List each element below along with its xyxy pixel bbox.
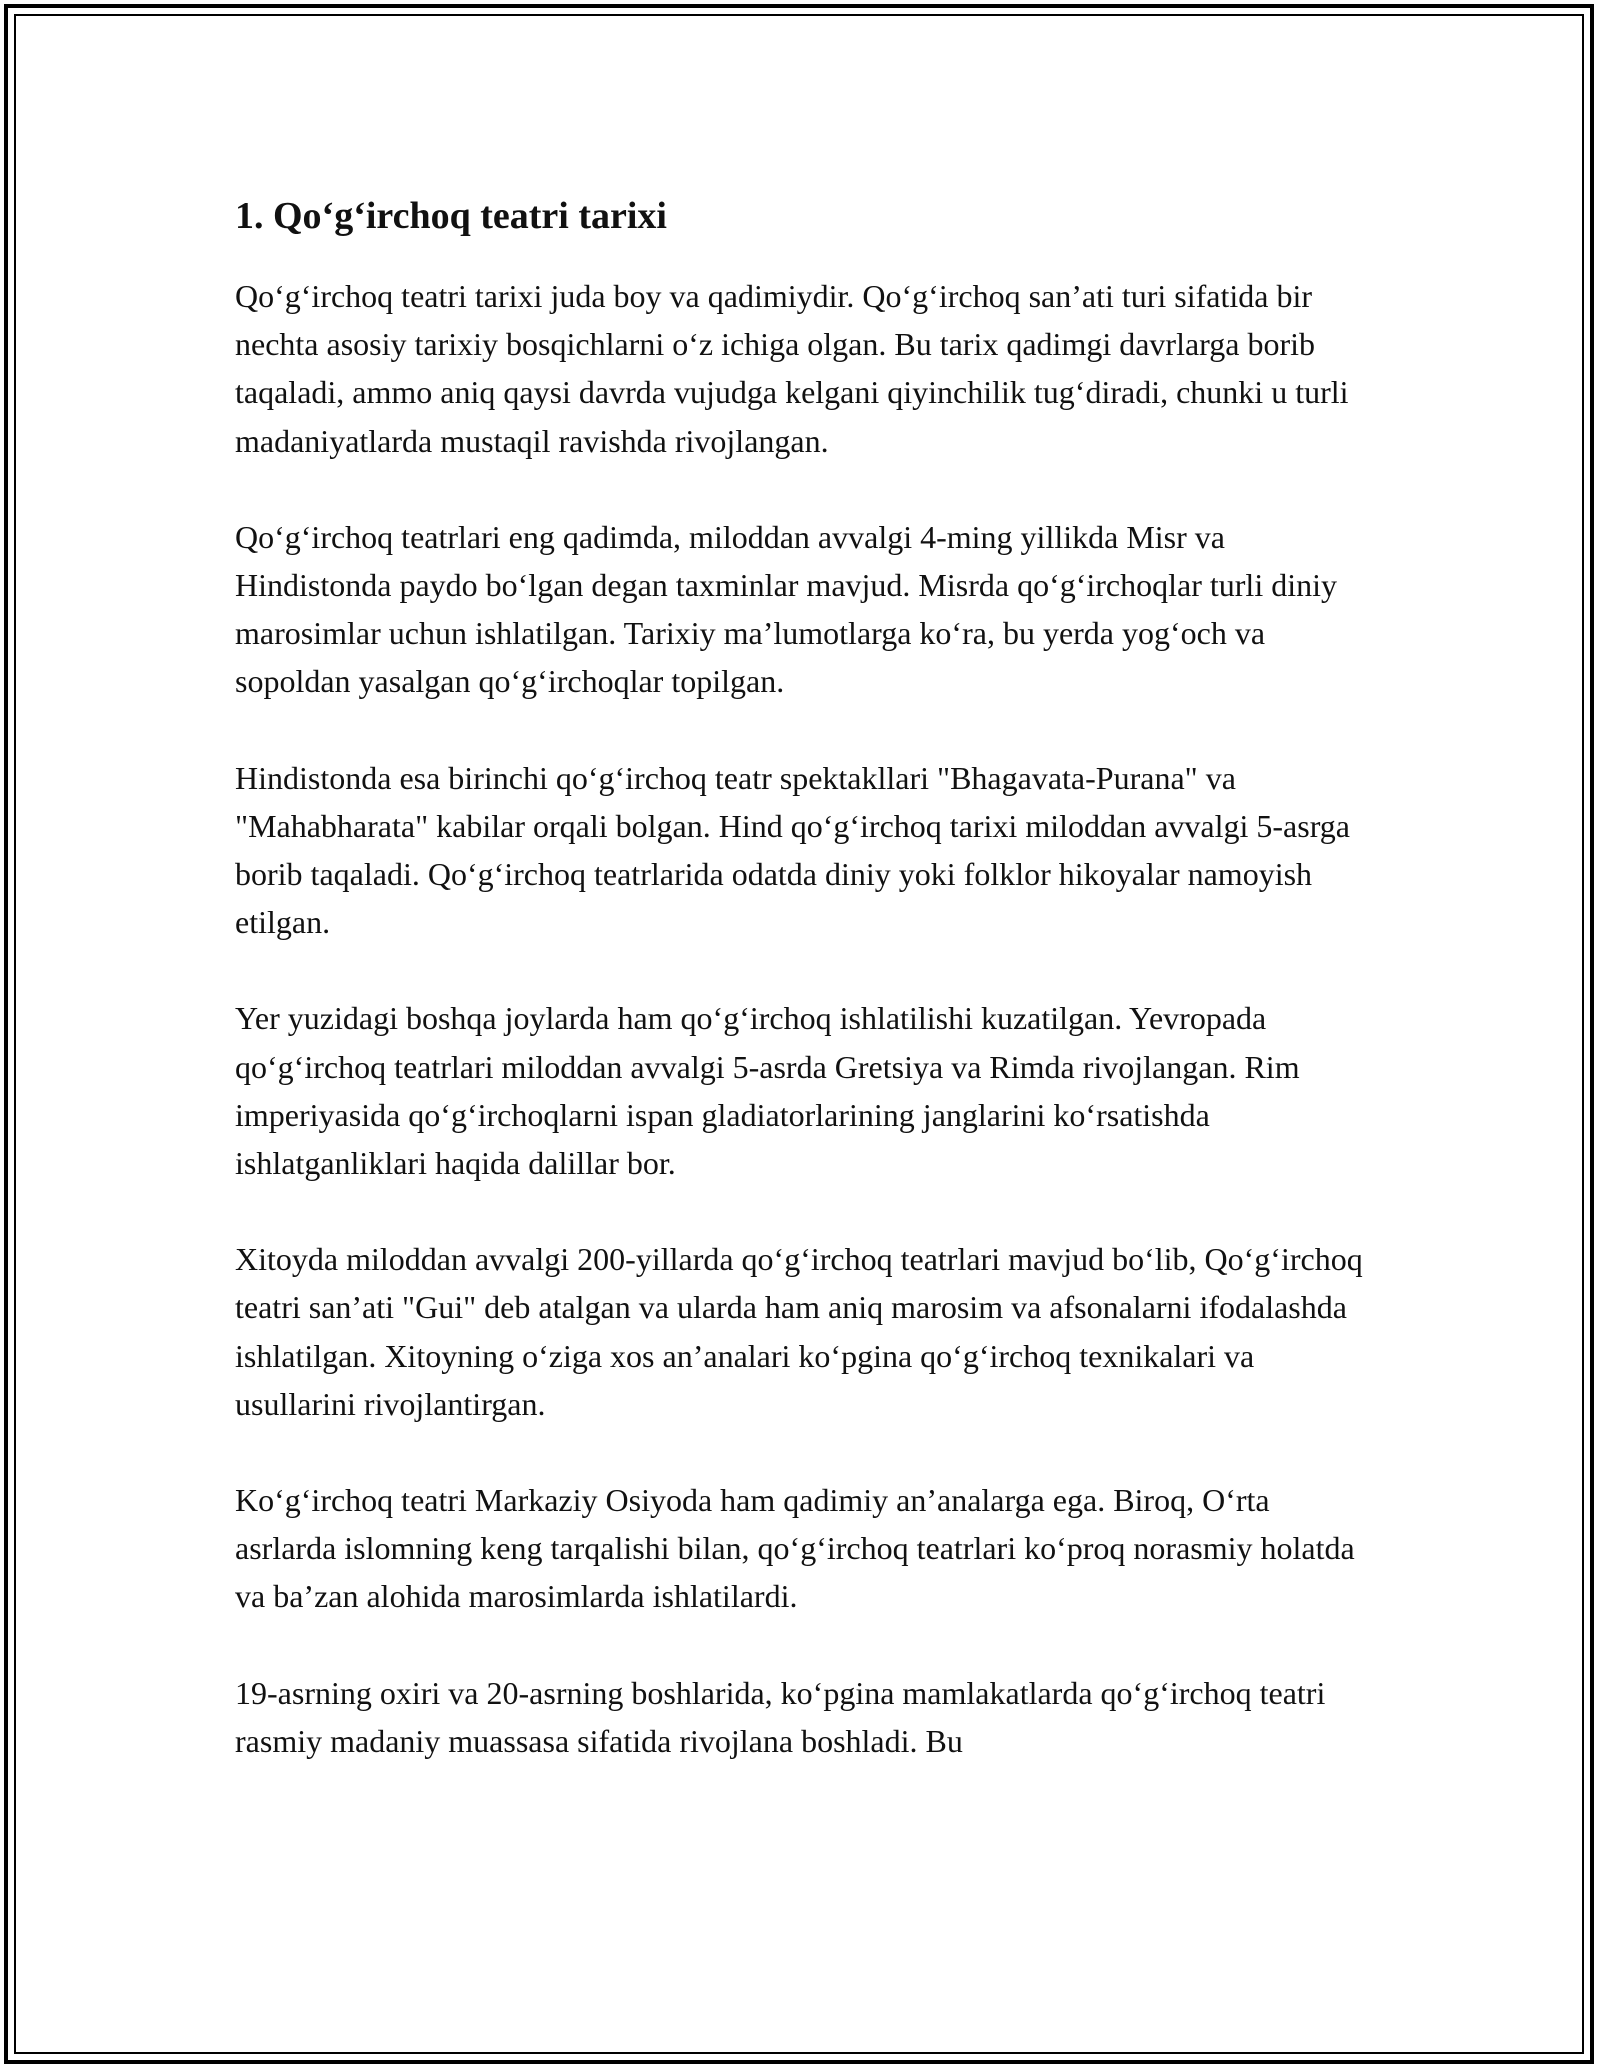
paragraph-india: Hindistonda esa birinchi qo‘g‘irchoq teatr spektakllari "Bhagavata-Purana" va "Mahabharata" kabilar orqali bolgan. Hind qo‘g‘irchoq tarixi miloddan avvalgi 5-asrga borib taqaladi. Qo‘g‘irchoq teatrlarida odatda diniy yoki folklor hikoyalar namoyish etilgan.: [235, 759, 1350, 941]
section-heading: 1. Qo‘g‘irchoq teatri tarixi: [235, 195, 667, 237]
paragraph-europe: Yer yuzidagi boshqa joylarda ham qo‘g‘irchoq ishlatilishi kuzatilgan. Yevropada qo‘g‘irchoq teatrlari miloddan avvalgi 5-asrda Gretsiya va Rimda rivojlangan. Rim imperiyasida qo‘g‘irchoqlarni ispan gladiatorlarining janglarini ko‘rsatishda ishlatganliklari haqida dalillar bor.: [235, 1000, 1300, 1182]
paragraph-intro: Qo‘g‘irchoq teatri tarixi juda boy va qadimiydir. Qo‘g‘irchoq san’ati turi sifatida bir nechta asosiy tarixiy bosqichlarni o‘z ichiga olgan. Bu tarix qadimgi davrlarga borib taqaladi, ammo aniq qaysi davrda vujudga kelgani qiyinchilik tug‘diradi, chunki u turli madaniyatlarda mustaqil ravishda rivojlangan.: [235, 278, 1349, 459]
paragraph-central-asia: Ko‘g‘irchoq teatri Markaziy Osiyoda ham qadimiy an’analarga ega. Biroq, O‘rta asrlarda islomning keng tarqalishi bilan, qo‘g‘irchoq teatrlari ko‘proq norasmiy holatda va ba’zan alohida marosimlarda ishlatilardi.: [235, 1482, 1355, 1615]
paragraph-modern: 19-asrning oxiri va 20-asrning boshlarida, ko‘pgina mamlakatlarda qo‘g‘irchoq teatri rasmiy madaniy muassasa sifatida rivojlana boshladi. Bu: [235, 1674, 1326, 1759]
document-body: [235, 188, 1370, 1813]
paragraph-china: Xitoyda miloddan avvalgi 200-yillarda qo‘g‘irchoq teatrlari mavjud bo‘lib, Qo‘g‘irchoq teatri san’ati "Gui" deb atalgan va ularda ham aniq marosim va afsonalarni ifodalashda ishlatilgan. Xitoyning o‘ziga xos an’analari ko‘pgina qo‘g‘irchoq texnikalari va usullarini rivojlantirgan.: [235, 1241, 1363, 1422]
paragraph-egypt-india: Qo‘g‘irchoq teatrlari eng qadimda, miloddan avvalgi 4-ming yillikda Misr va Hindistonda paydo bo‘lgan degan taxminlar mavjud. Misrda qo‘g‘irchoqlar turli diniy marosimlar uchun ishlatilgan. Tarixiy ma’lumotlarga ko‘ra, bu yerda yog‘och va sopoldan yasalgan qo‘g‘irchoqlar topilgan.: [235, 518, 1337, 700]
